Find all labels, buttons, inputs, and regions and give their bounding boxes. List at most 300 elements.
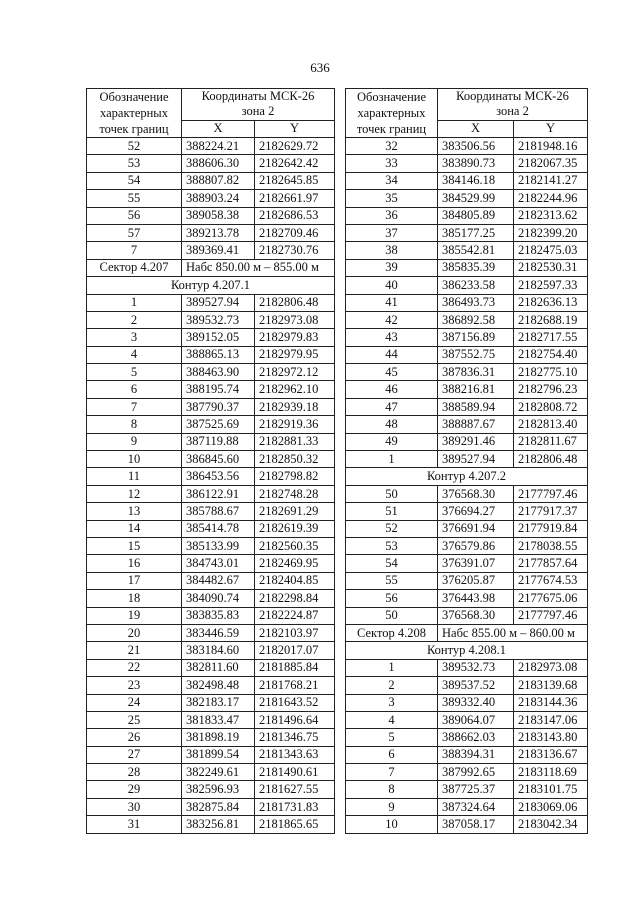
x-coordinate: 388606.30 (182, 155, 255, 172)
point-id: 1 (87, 294, 182, 311)
x-coordinate: 384743.01 (182, 555, 255, 572)
x-coordinate: 376579.86 (438, 537, 514, 554)
table-row (346, 694, 588, 711)
y-coordinate: 2177917.37 (514, 503, 588, 520)
y-coordinate: 2182686.53 (255, 207, 335, 224)
table-row (87, 155, 335, 172)
table-row (346, 659, 588, 676)
table-row (87, 729, 335, 746)
x-coordinate: 386845.60 (182, 451, 255, 468)
x-coordinate: 376443.98 (438, 590, 514, 607)
point-id: 3 (87, 329, 182, 346)
point-label-header (346, 89, 438, 138)
table-row (87, 590, 335, 607)
y-coordinate: 2182530.31 (514, 259, 588, 276)
x-coordinate: 388394.31 (438, 746, 514, 763)
x-coordinate: 389537.52 (438, 677, 514, 694)
point-id: 38 (346, 242, 438, 259)
point-id: 54 (87, 172, 182, 189)
point-id: 18 (87, 590, 182, 607)
point-id: 27 (87, 746, 182, 763)
table-row (87, 503, 335, 520)
y-coordinate: 2182688.19 (514, 311, 588, 328)
y-coordinate: 2182973.08 (514, 659, 588, 676)
point-id: 29 (87, 781, 182, 798)
x-coordinate: 388903.24 (182, 190, 255, 207)
point-id: 8 (87, 416, 182, 433)
point-id: 17 (87, 572, 182, 589)
x-coordinate: 382811.60 (182, 659, 255, 676)
point-id: 1 (346, 659, 438, 676)
x-coordinate: 385835.39 (438, 259, 514, 276)
table-row (346, 346, 588, 363)
y-coordinate: 2181343.63 (255, 746, 335, 763)
y-coordinate: 2182973.08 (255, 311, 335, 328)
x-coordinate: 388463.90 (182, 364, 255, 381)
y-coordinate: 2182067.35 (514, 155, 588, 172)
point-id: 1 (346, 451, 438, 468)
table-row (346, 572, 588, 589)
x-coordinate: 386122.91 (182, 485, 255, 502)
table-row (346, 138, 588, 155)
y-coordinate: 2183069.06 (514, 798, 588, 815)
y-coordinate: 2182808.72 (514, 398, 588, 415)
y-axis-header: Y (514, 120, 588, 137)
point-id: 47 (346, 398, 438, 415)
table-row (346, 590, 588, 607)
x-coordinate: 389532.73 (182, 311, 255, 328)
table-row (346, 677, 588, 694)
table-row (346, 172, 588, 189)
point-label-header (87, 89, 182, 138)
table-row (346, 224, 588, 241)
point-id: 34 (346, 172, 438, 189)
point-id: 10 (346, 816, 438, 833)
coordinates-table-left (86, 88, 335, 834)
x-coordinate: 386233.58 (438, 277, 514, 294)
point-id: 20 (87, 624, 182, 641)
x-coordinate: 389332.40 (438, 694, 514, 711)
x-coordinate: 385542.81 (438, 242, 514, 259)
coordinates-title-line: зона 2 (241, 104, 275, 119)
x-coordinate: 384090.74 (182, 590, 255, 607)
table-row (87, 398, 335, 415)
point-label-line: Обозначение (356, 90, 427, 104)
point-id: 41 (346, 294, 438, 311)
point-id: 31 (87, 816, 182, 833)
x-coordinate: 388195.74 (182, 381, 255, 398)
y-coordinate: 2182597.33 (514, 277, 588, 294)
contour-row (346, 642, 588, 659)
x-coordinate: 388807.82 (182, 172, 255, 189)
table-row (87, 520, 335, 537)
x-axis-header: X (182, 120, 255, 137)
point-id: 26 (87, 729, 182, 746)
x-coordinate: 389152.05 (182, 329, 255, 346)
point-id: 8 (346, 781, 438, 798)
point-id: 40 (346, 277, 438, 294)
x-coordinate: 389291.46 (438, 433, 514, 450)
point-id: 3 (346, 694, 438, 711)
x-coordinate: 387324.64 (438, 798, 514, 815)
point-id: 53 (87, 155, 182, 172)
table-row (87, 364, 335, 381)
table-row (346, 746, 588, 763)
x-coordinate: 383446.59 (182, 624, 255, 641)
point-id: 13 (87, 503, 182, 520)
x-coordinate: 387156.89 (438, 329, 514, 346)
table-header-row (346, 89, 588, 121)
y-coordinate: 2182469.95 (255, 555, 335, 572)
x-coordinate: 376391.07 (438, 555, 514, 572)
page-number: 636 (310, 60, 330, 75)
x-coordinate: 386892.58 (438, 311, 514, 328)
point-id: 22 (87, 659, 182, 676)
sector-range: Набс 855.00 м – 860.00 м (438, 624, 588, 641)
y-coordinate: 2182141.27 (514, 172, 588, 189)
table-row (87, 572, 335, 589)
y-coordinate: 2182972.12 (255, 364, 335, 381)
point-label-line: точек границ (99, 122, 169, 136)
sector-range: Набс 850.00 м – 855.00 м (182, 259, 335, 276)
y-coordinate: 2182629.72 (255, 138, 335, 155)
x-coordinate: 376568.30 (438, 607, 514, 624)
table-row (346, 729, 588, 746)
x-coordinate: 389527.94 (438, 451, 514, 468)
table-row (87, 485, 335, 502)
y-coordinate: 2181865.65 (255, 816, 335, 833)
point-id: 4 (346, 711, 438, 728)
point-id: 43 (346, 329, 438, 346)
table-row (87, 224, 335, 241)
x-coordinate: 383835.83 (182, 607, 255, 624)
x-coordinate: 384529.99 (438, 190, 514, 207)
y-coordinate: 2183118.69 (514, 764, 588, 781)
point-id: 44 (346, 346, 438, 363)
table-row (346, 190, 588, 207)
point-id: 7 (346, 764, 438, 781)
point-id: 50 (346, 485, 438, 502)
y-coordinate: 2183143.80 (514, 729, 588, 746)
y-coordinate: 2181346.75 (255, 729, 335, 746)
x-coordinate: 383184.60 (182, 642, 255, 659)
point-id: 19 (87, 607, 182, 624)
coordinates-title-line: Координаты МСК-26 (456, 89, 569, 104)
table-row (87, 607, 335, 624)
x-coordinate: 387058.17 (438, 816, 514, 833)
point-id: 2 (87, 311, 182, 328)
x-coordinate: 387552.75 (438, 346, 514, 363)
point-id: 33 (346, 155, 438, 172)
y-coordinate: 2182709.46 (255, 224, 335, 241)
y-coordinate: 2182399.20 (514, 224, 588, 241)
sector-row (346, 624, 588, 641)
y-coordinate: 2177797.46 (514, 485, 588, 502)
point-id: 2 (346, 677, 438, 694)
x-coordinate: 387525.69 (182, 416, 255, 433)
point-id: 46 (346, 381, 438, 398)
y-coordinate: 2182717.55 (514, 329, 588, 346)
y-coordinate: 2182636.13 (514, 294, 588, 311)
x-coordinate: 389058.38 (182, 207, 255, 224)
x-coordinate: 381899.54 (182, 746, 255, 763)
coordinates-table-left-body (87, 89, 335, 834)
x-coordinate: 376691.94 (438, 520, 514, 537)
point-id: 57 (87, 224, 182, 241)
table-row (346, 155, 588, 172)
y-coordinate: 2183042.34 (514, 816, 588, 833)
table-row (346, 381, 588, 398)
coordinates-title-line: зона 2 (496, 104, 529, 119)
y-coordinate: 2177675.06 (514, 590, 588, 607)
x-coordinate: 385177.25 (438, 224, 514, 241)
x-coordinate: 387119.88 (182, 433, 255, 450)
point-id: 45 (346, 364, 438, 381)
table-row (346, 816, 588, 833)
contour-row (87, 277, 335, 294)
y-coordinate: 2182806.48 (255, 294, 335, 311)
y-coordinate: 2182691.29 (255, 503, 335, 520)
contour-name: Контур 4.207.1 (87, 277, 335, 294)
point-id: 30 (87, 798, 182, 815)
x-coordinate: 388216.81 (438, 381, 514, 398)
x-coordinate: 388589.94 (438, 398, 514, 415)
y-coordinate: 2182224.87 (255, 607, 335, 624)
y-coordinate: 2182939.18 (255, 398, 335, 415)
table-row (346, 485, 588, 502)
y-coordinate: 2182979.83 (255, 329, 335, 346)
x-coordinate: 381833.47 (182, 711, 255, 728)
point-id: 56 (87, 207, 182, 224)
point-id: 12 (87, 485, 182, 502)
x-coordinate: 381898.19 (182, 729, 255, 746)
table-row (87, 694, 335, 711)
x-coordinate: 389532.73 (438, 659, 514, 676)
y-coordinate: 2182017.07 (255, 642, 335, 659)
table-row (346, 364, 588, 381)
point-id: 52 (87, 138, 182, 155)
y-coordinate: 2182661.97 (255, 190, 335, 207)
y-coordinate: 2182404.85 (255, 572, 335, 589)
y-coordinate: 2182798.82 (255, 468, 335, 485)
table-row (346, 277, 588, 294)
point-id: 55 (87, 190, 182, 207)
table-row (346, 711, 588, 728)
y-coordinate: 2182962.10 (255, 381, 335, 398)
table-row (87, 311, 335, 328)
table-row (346, 242, 588, 259)
x-coordinate: 389369.41 (182, 242, 255, 259)
point-id: 9 (346, 798, 438, 815)
table-row (87, 416, 335, 433)
y-coordinate: 2177857.64 (514, 555, 588, 572)
table-row (346, 503, 588, 520)
y-coordinate: 2182313.62 (514, 207, 588, 224)
y-coordinate: 2181768.21 (255, 677, 335, 694)
coordinates-title-header (438, 89, 588, 121)
contour-row (346, 468, 588, 485)
y-coordinate: 2182645.85 (255, 172, 335, 189)
point-id: 5 (346, 729, 438, 746)
point-id: 39 (346, 259, 438, 276)
y-coordinate: 2181496.64 (255, 711, 335, 728)
y-coordinate: 2182475.03 (514, 242, 588, 259)
point-id: 37 (346, 224, 438, 241)
y-coordinate: 2178038.55 (514, 537, 588, 554)
point-id: 6 (87, 381, 182, 398)
y-coordinate: 2182881.33 (255, 433, 335, 450)
table-row (346, 537, 588, 554)
y-coordinate: 2182298.84 (255, 590, 335, 607)
point-id: 56 (346, 590, 438, 607)
point-id: 4 (87, 346, 182, 363)
point-id: 28 (87, 764, 182, 781)
y-coordinate: 2177674.53 (514, 572, 588, 589)
x-coordinate: 389213.78 (182, 224, 255, 241)
point-id: 55 (346, 572, 438, 589)
y-coordinate: 2182103.97 (255, 624, 335, 641)
table-row (87, 677, 335, 694)
x-coordinate: 388865.13 (182, 346, 255, 363)
x-coordinate: 386493.73 (438, 294, 514, 311)
table-row (87, 711, 335, 728)
y-coordinate: 2183147.06 (514, 711, 588, 728)
table-row (87, 659, 335, 676)
x-coordinate: 385133.99 (182, 537, 255, 554)
point-id: 54 (346, 555, 438, 572)
x-coordinate: 382498.48 (182, 677, 255, 694)
point-id: 11 (87, 468, 182, 485)
y-coordinate: 2181490.61 (255, 764, 335, 781)
y-coordinate: 2177797.46 (514, 607, 588, 624)
coordinates-table-right (345, 88, 588, 834)
x-coordinate: 388662.03 (438, 729, 514, 746)
table-row (87, 555, 335, 572)
x-coordinate: 384482.67 (182, 572, 255, 589)
table-row (87, 781, 335, 798)
table-row (87, 642, 335, 659)
x-coordinate: 387836.31 (438, 364, 514, 381)
point-id: 5 (87, 364, 182, 381)
table-row (87, 746, 335, 763)
contour-name: Контур 4.208.1 (346, 642, 588, 659)
x-coordinate: 383256.81 (182, 816, 255, 833)
point-id: 14 (87, 520, 182, 537)
table-row (87, 294, 335, 311)
point-id: 7 (87, 242, 182, 259)
y-coordinate: 2182850.32 (255, 451, 335, 468)
point-id: 23 (87, 677, 182, 694)
y-coordinate: 2181731.83 (255, 798, 335, 815)
table-row (87, 190, 335, 207)
table-row (346, 555, 588, 572)
table-row (346, 311, 588, 328)
y-coordinate: 2182730.76 (255, 242, 335, 259)
y-coordinate: 2182748.28 (255, 485, 335, 502)
table-row (346, 451, 588, 468)
table-row (87, 451, 335, 468)
x-coordinate: 376694.27 (438, 503, 514, 520)
point-id: 15 (87, 537, 182, 554)
x-coordinate: 389527.94 (182, 294, 255, 311)
sector-name: Сектор 4.208 (346, 624, 438, 641)
contour-name: Контур 4.207.2 (346, 468, 588, 485)
table-row (87, 468, 335, 485)
point-id: 48 (346, 416, 438, 433)
x-coordinate: 387992.65 (438, 764, 514, 781)
table-row (346, 607, 588, 624)
table-row (87, 798, 335, 815)
table-row (346, 207, 588, 224)
table-row (87, 138, 335, 155)
table-row (87, 346, 335, 363)
table-row (346, 764, 588, 781)
y-axis-header: Y (255, 120, 335, 137)
table-row (87, 764, 335, 781)
point-id: 50 (346, 607, 438, 624)
x-coordinate: 388887.67 (438, 416, 514, 433)
point-id: 52 (346, 520, 438, 537)
y-coordinate: 2183139.68 (514, 677, 588, 694)
point-id: 10 (87, 451, 182, 468)
point-label-line: точек границ (356, 122, 427, 136)
y-coordinate: 2182813.40 (514, 416, 588, 433)
point-id: 9 (87, 433, 182, 450)
y-coordinate: 2182811.67 (514, 433, 588, 450)
y-coordinate: 2182560.35 (255, 537, 335, 554)
x-coordinate: 376205.87 (438, 572, 514, 589)
y-coordinate: 2181948.16 (514, 138, 588, 155)
table-row (346, 781, 588, 798)
x-coordinate: 385414.78 (182, 520, 255, 537)
table-row (87, 242, 335, 259)
y-coordinate: 2181643.52 (255, 694, 335, 711)
table-row (346, 433, 588, 450)
y-coordinate: 2182806.48 (514, 451, 588, 468)
sector-row (87, 259, 335, 276)
coordinates-title-line: Координаты МСК-26 (201, 89, 315, 104)
table-header-row (87, 89, 335, 121)
x-coordinate: 386453.56 (182, 468, 255, 485)
point-label-line: характерных (357, 106, 426, 120)
y-coordinate: 2183136.67 (514, 746, 588, 763)
point-id: 16 (87, 555, 182, 572)
table-row (87, 329, 335, 346)
y-coordinate: 2183101.75 (514, 781, 588, 798)
point-id: 42 (346, 311, 438, 328)
x-coordinate: 382875.84 (182, 798, 255, 815)
table-row (346, 398, 588, 415)
x-coordinate: 382183.17 (182, 694, 255, 711)
point-id: 51 (346, 503, 438, 520)
point-id: 35 (346, 190, 438, 207)
x-coordinate: 388224.21 (182, 138, 255, 155)
x-coordinate: 383506.56 (438, 138, 514, 155)
x-coordinate: 387790.37 (182, 398, 255, 415)
x-coordinate: 389064.07 (438, 711, 514, 728)
table-row (346, 294, 588, 311)
coordinates-table-right-body (346, 89, 588, 834)
y-coordinate: 2182775.10 (514, 364, 588, 381)
y-coordinate: 2182796.23 (514, 381, 588, 398)
point-id: 36 (346, 207, 438, 224)
x-coordinate: 376568.30 (438, 485, 514, 502)
table-row (87, 207, 335, 224)
y-coordinate: 2182919.36 (255, 416, 335, 433)
x-coordinate: 384146.18 (438, 172, 514, 189)
table-row (87, 172, 335, 189)
y-coordinate: 2183144.36 (514, 694, 588, 711)
